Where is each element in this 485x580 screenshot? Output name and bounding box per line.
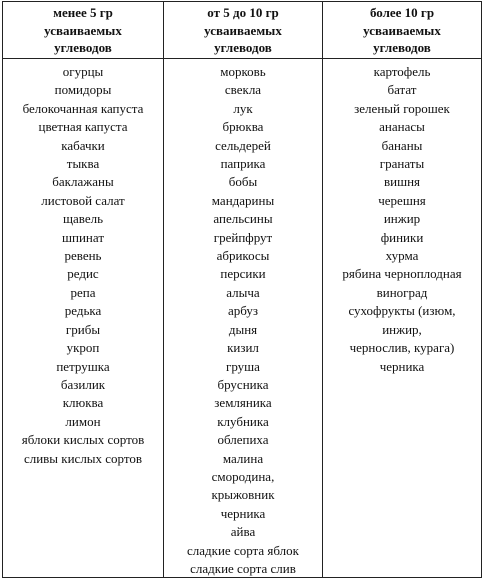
list-item: арбуз [227, 303, 259, 319]
list-item: морковь [220, 64, 266, 79]
list-item: сельдерей [215, 137, 271, 153]
list-item: айва [230, 524, 256, 540]
list-item: алыча [226, 284, 260, 300]
list-item: репа [70, 284, 96, 300]
list-item: тыква [66, 156, 100, 172]
list-item: грейпфрут [213, 229, 273, 245]
list-item: инжир, [382, 321, 422, 337]
list-item: черника [220, 505, 266, 521]
list-item: белокочанная капуста [22, 100, 144, 116]
list-item: сладкие сорта яблок [187, 542, 299, 558]
list-item: финики [380, 229, 424, 245]
list-item: сладкие сорта слив [190, 560, 296, 576]
header-line: менее 5 гр [53, 5, 113, 20]
header-line: усваиваемых [204, 22, 282, 38]
list-item: груша [226, 358, 260, 374]
list-item: смородина, [211, 468, 275, 484]
list-item: цветная капуста [38, 119, 128, 135]
list-item: огурцы [62, 64, 104, 79]
food-list-high [323, 63, 481, 376]
food-list-low [3, 63, 163, 468]
list-item: земляника [214, 395, 272, 411]
list-item: укроп [66, 340, 100, 356]
list-item: рябина черноплодная [342, 266, 462, 282]
header-line: углеводов [373, 40, 431, 55]
column-header-medium [164, 2, 323, 59]
list-item: кабачки [61, 137, 105, 153]
header-line: от 5 до 10 гр [207, 5, 279, 20]
header-line: более 10 гр [369, 5, 435, 20]
list-item: виноград [376, 284, 428, 300]
list-item: редька [64, 303, 102, 319]
list-item: инжир [383, 211, 421, 227]
list-item: дыня [228, 321, 258, 337]
list-item: апельсины [213, 211, 273, 227]
list-item: кизил [227, 340, 259, 356]
list-item: сухофрукты (изюм, [348, 303, 456, 319]
list-item: паприка [220, 156, 266, 172]
list-item: крыжовник [211, 487, 275, 503]
list-item: ревень [64, 248, 102, 264]
list-item: хурма [385, 248, 419, 264]
list-item: брусника [217, 376, 269, 392]
column-low-carb [3, 59, 164, 578]
header-line: усваиваемых [44, 22, 122, 38]
list-item: шпинат [62, 229, 104, 245]
list-item: ананасы [379, 119, 425, 135]
list-item: батат [387, 82, 417, 98]
list-item: персики [220, 266, 266, 282]
list-item: черника [379, 358, 425, 374]
list-item: клубника [217, 413, 269, 429]
list-item: помидоры [54, 82, 112, 98]
list-item: черешня [378, 192, 426, 208]
list-item: малина [222, 450, 264, 466]
list-item: базилик [60, 376, 106, 392]
column-high-carb [323, 59, 481, 578]
list-item: облепиха [217, 432, 269, 448]
list-item: яблоки кислых сортов [21, 432, 145, 448]
list-item: лимон [65, 413, 101, 429]
list-item: свекла [224, 82, 262, 98]
list-item: вишня [383, 174, 421, 190]
list-item: мандарины [211, 192, 275, 208]
list-item: абрикосы [216, 248, 270, 264]
list-item: чернослив, курага) [349, 340, 455, 356]
header-line: усваиваемых [363, 22, 441, 38]
list-item: клюква [62, 395, 104, 411]
list-item: брюква [222, 119, 264, 135]
list-item: бобы [228, 174, 258, 190]
list-item: щавель [62, 211, 104, 227]
list-item: лук [233, 100, 253, 116]
list-item: зеленый горошек [354, 100, 450, 116]
list-item: грибы [65, 321, 101, 337]
column-header-high [323, 2, 481, 59]
header-line: углеводов [214, 40, 272, 55]
food-list-medium [164, 63, 322, 578]
column-medium-carb [164, 59, 323, 578]
list-item: редис [67, 266, 99, 282]
list-item: сливы кислых сортов [23, 450, 143, 466]
list-item: картофель [373, 64, 431, 79]
list-item: бананы [381, 137, 423, 153]
list-item: петрушка [56, 358, 110, 374]
list-item: листовой салат [41, 192, 125, 208]
header-line: углеводов [54, 40, 112, 55]
list-item: баклажаны [52, 174, 114, 190]
carbohydrate-table [2, 1, 482, 578]
list-item: гранаты [379, 156, 425, 172]
column-header-low [3, 2, 164, 59]
